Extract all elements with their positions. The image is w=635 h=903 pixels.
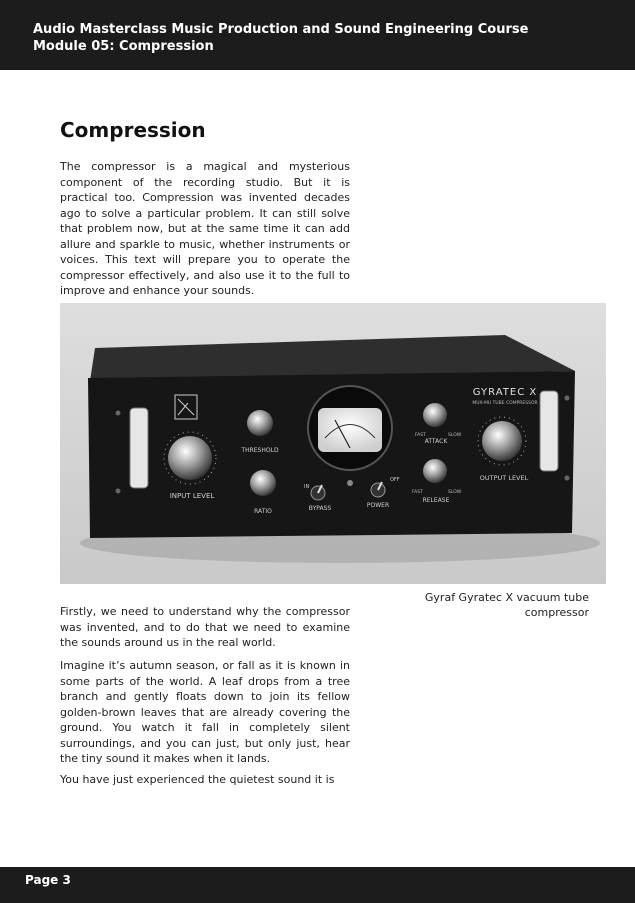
power-off-label: OFF xyxy=(390,477,400,483)
brand-label: GYRATEC X xyxy=(472,387,538,398)
attack-fast-label: FAST xyxy=(415,433,426,438)
input-level-label: INPUT LEVEL xyxy=(169,492,215,500)
bypass-in-label: IN xyxy=(304,484,310,490)
compressor-photo xyxy=(60,303,606,584)
page-footer xyxy=(0,867,635,903)
release-slow-label: SLOW xyxy=(448,490,462,495)
page-header xyxy=(0,0,635,70)
intro-paragraph: The compressor is a magical and mysterious component of the recording studio. But it is practical too. Compression was invented decades ago to solve a particular problem. It can still solve that problem now, but at the same time it can add allure and sparkle to music, whether instruments or voices. This text will prepare you to operate the compressor effectively, and also use it to the full to improve and enhance your sounds. xyxy=(60,160,350,297)
bypass-label: BYPASS xyxy=(308,505,332,512)
paragraph-2: Firstly, we need to understand why the compressor was invented, and to do that we need to examine the sounds around us in the real world. xyxy=(60,605,350,649)
power-label: POWER xyxy=(366,502,390,509)
module-title: Module 05: Compression xyxy=(33,39,214,54)
course-title: Audio Masterclass Music Production and Sound Engineering Course xyxy=(33,22,529,37)
output-level-label: OUTPUT LEVEL xyxy=(479,474,529,482)
page-number: Page 3 xyxy=(25,873,71,887)
brand-subtitle: MUX-MU TUBE COMPRESSOR xyxy=(472,401,538,406)
release-fast-label: FAST xyxy=(412,490,423,495)
paragraph-4: You have just experienced the quietest sound it is xyxy=(60,773,335,786)
attack-label: ATTACK xyxy=(424,438,448,445)
paragraph-3: Imagine it’s autumn season, or fall as it is known in some parts of the world. A leaf drops from a tree branch and gently floats down to join its fellow golden-brown leaves that are already covering the ground. You watch it fall in completely silent surroundings, and you can just, but only just, hear the tiny sound it makes when it lands. xyxy=(60,659,350,765)
page-title: Compression xyxy=(60,118,206,142)
attack-slow-label: SLOW xyxy=(448,433,462,438)
threshold-label: THRESHOLD xyxy=(241,447,279,454)
photo-caption: Gyraf Gyratec X vacuum tube compressor xyxy=(424,591,589,619)
ratio-label: RATIO xyxy=(254,508,272,515)
release-label: RELEASE xyxy=(422,497,450,504)
